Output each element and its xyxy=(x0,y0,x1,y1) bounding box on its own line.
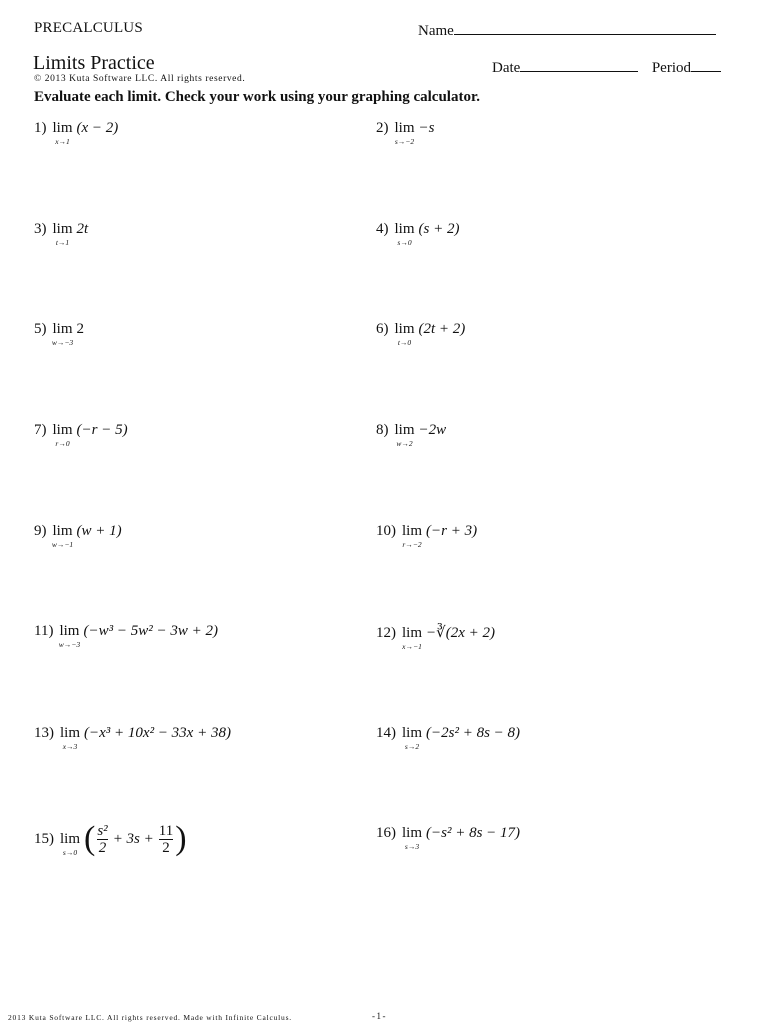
problem-8: 8) lim w→2 −2w xyxy=(376,422,447,448)
close-paren: ) xyxy=(175,820,187,857)
period-line[interactable] xyxy=(691,57,721,72)
lim-operator: lim t→0 xyxy=(394,321,415,347)
lim-operator: lim w→−3 xyxy=(51,321,74,347)
lim-operator: lim x→3 xyxy=(60,725,81,751)
instructions: Evaluate each limit. Check your work using your graphing calculator. xyxy=(34,89,481,105)
lim-operator: lim w→−3 xyxy=(58,623,81,649)
page-number: -1- xyxy=(372,1011,387,1021)
problem-12: 12) lim x→−1 −∛(2x + 2) xyxy=(376,625,495,651)
problem-1: 1) lim x→1 (x − 2) xyxy=(34,120,119,146)
lim-operator: lim x→−1 xyxy=(402,625,423,651)
lim-operator: lim x→1 xyxy=(52,120,73,146)
lim-operator: lim s→3 xyxy=(402,825,423,851)
lim-operator: lim r→0 xyxy=(52,422,73,448)
problem-16: 16) lim s→3 (−s² + 8s − 17) xyxy=(376,825,521,851)
course-title: PRECALCULUS xyxy=(34,20,143,36)
problem-10: 10) lim r→−2 (−r + 3) xyxy=(376,523,478,549)
problem-3: 3) lim t→1 2t xyxy=(34,221,89,247)
lim-operator: lim s→−2 xyxy=(394,120,415,146)
name-field[interactable] xyxy=(418,20,716,40)
problem-4: 4) lim s→0 (s + 2) xyxy=(376,221,460,247)
lim-operator: lim t→1 xyxy=(52,221,73,247)
lim-operator: lim s→0 xyxy=(394,221,415,247)
problem-11: 11) lim w→−3 (−w³ − 5w² − 3w + 2) xyxy=(34,623,218,649)
problem-15: 15) lim s→0 ( $\frac{\text{s²}}{2}$ + 3s + $\frac{11}{2}$ ) xyxy=(34,820,187,857)
problem-6: 6) lim t→0 (2t + 2) xyxy=(376,321,466,347)
date-label: Date xyxy=(492,60,521,76)
lim-operator: lim s→2 xyxy=(402,725,423,751)
name-label: Name xyxy=(418,23,454,39)
worksheet-title: Limits Practice xyxy=(33,52,155,74)
problem-9: 9) lim w→−1 (w + 1) xyxy=(34,523,122,549)
date-line[interactable] xyxy=(520,57,638,72)
name-line[interactable] xyxy=(454,20,716,35)
problem-5: 5) lim w→−3 2 xyxy=(34,321,85,347)
copyright-notice: © 2013 Kuta Software LLC. All rights reserved. xyxy=(34,74,246,84)
lim-operator: lim r→−2 xyxy=(402,523,423,549)
lim-operator: lim w→2 xyxy=(394,422,415,448)
fraction-11-over-2: $\frac{11}{2}$ xyxy=(158,822,174,856)
problem-2: 2) lim s→−2 −s xyxy=(376,120,435,146)
open-paren: ( xyxy=(84,820,96,857)
problem-14: 14) lim s→2 (−2s² + 8s − 8) xyxy=(376,725,521,751)
lim-operator: lim s→0 xyxy=(60,830,81,857)
footer-copyright: 2013 Kuta Software LLC. All rights reserved. Made with Infinite Calculus. xyxy=(8,1013,292,1022)
fraction-s-squared-over-2: $\frac{\text{s²}}{2}$ xyxy=(97,822,108,856)
problem-13: 13) lim x→3 (−x³ + 10x² − 33x + 38) xyxy=(34,725,231,751)
period-label: Period xyxy=(651,60,691,76)
problem-7: 7) lim r→0 (−r − 5) xyxy=(34,422,128,448)
lim-operator: lim w→−1 xyxy=(51,523,74,549)
date-period-field[interactable] xyxy=(492,57,721,77)
